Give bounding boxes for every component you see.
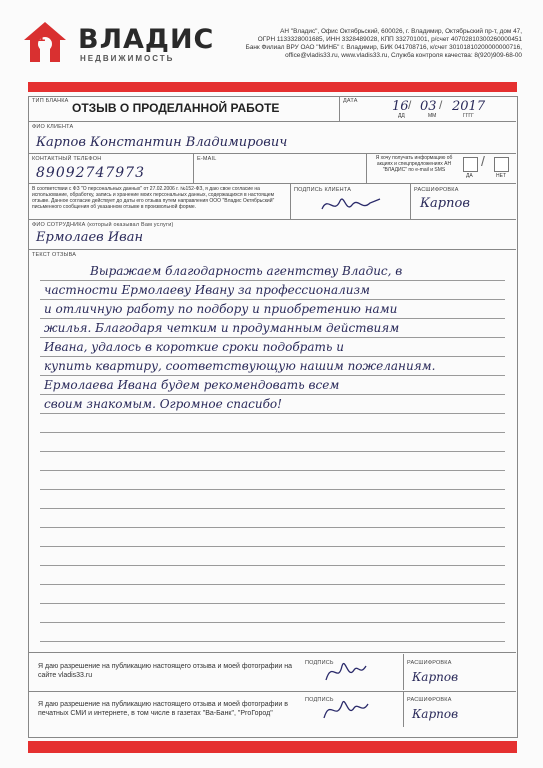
contacts-line2: ОГРН 1133328001685, ИНН 3328489028, КПП 332701001, р/счет 40702810300260000451 xyxy=(257,36,522,43)
type-label: ТИП БЛАНКА xyxy=(32,98,69,104)
brand-name: ВЛАДИС xyxy=(78,24,215,55)
perm1-text: Я даю разрешение на публикацию настоящего отзыва и моей фотографии на сайте vladis33.ru xyxy=(38,663,292,679)
date-year[interactable]: 2017 xyxy=(452,99,486,114)
email-label: E-MAIL xyxy=(197,156,217,162)
review-line: Выражаем благодарность агентству Владис, в xyxy=(90,264,403,278)
review-line: и отличную работу по подбору и приобретению нами xyxy=(44,302,398,316)
review-line: Ивана, удалось в короткие сроки подобрать и xyxy=(44,340,344,354)
newsletter-text: Я хочу получать информацию об акциях и спецпредложениях АН "ВЛАДИС" по e-mail и SMS xyxy=(375,155,453,173)
perm1-signature[interactable] xyxy=(320,656,370,686)
contacts-line3: Банк Филиал ВРУ ОАО "МИНБ" г. Владимир, БИК 041708716, к/счет 30101810200000000716, xyxy=(245,44,522,51)
consent-text: В соответствии с ФЗ "О персональных данных" от 27.02.2006 г. №152-ФЗ, я даю свое согласие на использование, обработку, запись и хранение моих персональных данных, содержащихся в настоящем отзыве. Данное согласие действует до даты его отзыва путем направления ООО "Владис Октябрьский" письменного сообщения об указанном отзыве в произвольной форме. xyxy=(32,186,275,210)
no-checkbox[interactable] xyxy=(494,157,509,172)
phone-label: КОНТАКТНЫЙ ТЕЛЕФОН xyxy=(32,156,102,162)
yes-checkbox[interactable] xyxy=(463,157,478,172)
employee-name[interactable]: Ермолаев Иван xyxy=(36,230,144,245)
date-yyyy: ГГГГ xyxy=(463,113,474,119)
perm2-decode-label: РАСШИФРОВКА xyxy=(407,697,452,703)
client-decode[interactable]: Карпов xyxy=(420,196,470,211)
text-label: ТЕКСТ ОТЗЫВА xyxy=(32,252,77,258)
decode-label: РАСШИФРОВКА xyxy=(414,187,459,193)
date-day[interactable]: 16 xyxy=(392,99,409,114)
perm2-decode[interactable]: Карпов xyxy=(412,707,459,721)
perm1-sign-label: ПОДПИСЬ xyxy=(305,660,334,666)
review-line: купить квартиру, соответствующую нашим пожеланиям. xyxy=(44,359,436,373)
client-name[interactable]: Карпов Константин Владимирович xyxy=(36,135,288,150)
date-label: ДАТА xyxy=(343,98,358,104)
phone-value[interactable]: 89092747973 xyxy=(36,165,145,181)
brand-subtitle: НЕДВИЖИМОСТЬ xyxy=(80,54,175,63)
perm2-text: Я даю разрешение на публикацию настоящего отзыва и моей фотографии в печатных СМИ и интернете, в том числе в газетах "Ва-Банк", "РгоГород" xyxy=(38,701,288,717)
employee-label: ФИО СОТРУДНИКА (который оказывал Вам услуги) xyxy=(32,222,174,228)
review-line: частности Ермолаеву Ивану за профессионализм xyxy=(44,283,371,297)
perm1-decode[interactable]: Карпов xyxy=(412,670,459,684)
client-label: ФИО КЛИЕНТА xyxy=(32,124,74,130)
company-contacts xyxy=(232,28,522,60)
perm2-sign-label: ПОДПИСЬ xyxy=(305,697,334,703)
review-line: своим знакомым. Огромное спасибо! xyxy=(44,397,282,411)
no-label: НЕТ xyxy=(496,173,506,179)
client-signature[interactable] xyxy=(318,193,388,217)
top-red-bar xyxy=(28,82,517,92)
bottom-red-bar xyxy=(28,741,517,753)
date-month[interactable]: 03 xyxy=(420,99,437,114)
perm2-signature[interactable] xyxy=(318,692,372,724)
date-mm: ММ xyxy=(428,113,437,119)
email-field[interactable] xyxy=(197,165,362,179)
client-sign-label: ПОДПИСЬ КЛИЕНТА xyxy=(294,187,352,193)
review-line: Ермолаева Ивана будем рекомендовать всем xyxy=(44,378,340,392)
yes-label: ДА xyxy=(466,173,473,179)
contacts-line4: office@vladis33.ru, www.vladis33.ru, Служба контроля качества: 8(920)909-68-00 xyxy=(285,52,522,59)
date-dd: ДД xyxy=(398,113,405,119)
form-title: ОТЗЫВ О ПРОДЕЛАННОЙ РАБОТЕ xyxy=(72,101,280,115)
review-line: жилья. Благодаря четким и продуманным действиям xyxy=(44,321,400,335)
contacts-line1: АН "Владис", Офис Октябрьский, 600026, г. Владимир, Октябрьский пр-т, дом 47, xyxy=(280,28,522,35)
perm1-decode-label: РАСШИФРОВКА xyxy=(407,660,452,666)
logo-digit: 1 xyxy=(37,28,46,45)
